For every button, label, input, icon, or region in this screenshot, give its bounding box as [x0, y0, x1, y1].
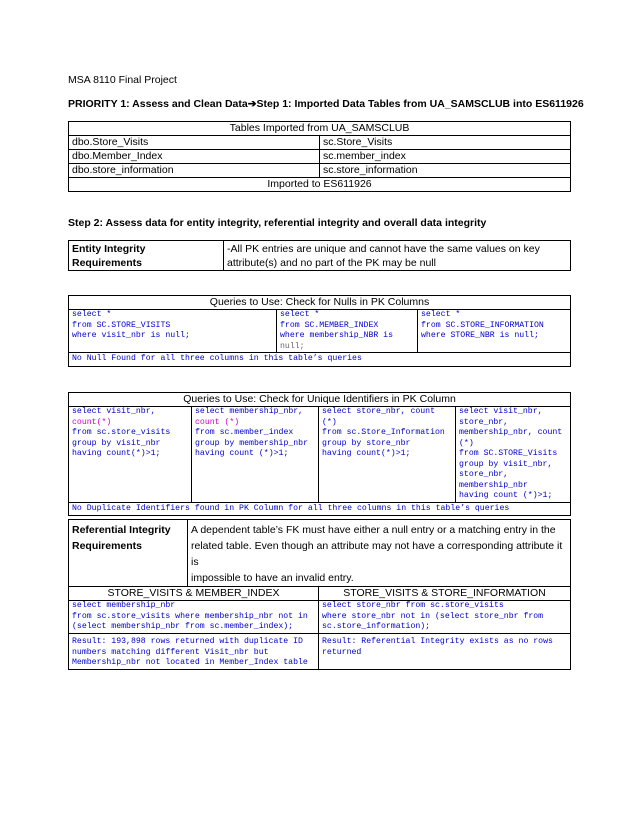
- null-queries-result: No Null Found for all three columns in this table’s queries: [69, 353, 571, 367]
- unique-query-composite: select visit_nbr, store_nbr, membership_nbr, count (*) from SC.STORE_Visits group by visit_nbr, store_nbr, membership_nbr having count (*)>1;: [456, 407, 571, 503]
- ref-right-title: STORE_VISITS & STORE_INFORMATION: [319, 587, 571, 601]
- null-query-store-visits: select * from SC.STORE_VISITS where visit_nbr is null;: [69, 310, 277, 353]
- table-row: [69, 150, 571, 164]
- entity-integrity-table: [68, 240, 571, 271]
- unique-queries-title: Queries to Use: Check for Unique Identifiers in PK Column: [69, 393, 571, 407]
- entity-label: Entity Integrity Requirements: [69, 241, 224, 271]
- referential-text: A dependent table’s FK must have either a null entry or a matching entry in the related table. Even though an attribute may not have a corresponding attribute it is impossible to have an invalid entry.: [188, 520, 571, 587]
- source-table: dbo.store_information: [69, 164, 320, 178]
- null-queries-table: [68, 295, 571, 367]
- ref-right-query: select store_nbr from sc.store_visits where store_nbr not in (select store_nbr from sc.store_information);: [319, 601, 571, 634]
- table-row: [69, 164, 571, 178]
- priority-label: PRIORITY 1: Assess and Clean Data: [68, 98, 248, 110]
- ref-left-title: STORE_VISITS & MEMBER_INDEX: [69, 587, 319, 601]
- source-table: dbo.Store_Visits: [69, 136, 320, 150]
- doc-title: MSA 8110 Final Project: [68, 74, 177, 86]
- ref-left-query: select membership_nbr from sc.store_visits where membership_nbr not in (select membership_nbr from sc.member_index);: [69, 601, 319, 634]
- entity-text: -All PK entries are unique and cannot have the same values on key attribute(s) and no part of the PK may be null: [224, 241, 571, 271]
- priority-heading: [68, 98, 584, 110]
- target-table: sc.member_index: [320, 150, 571, 164]
- null-query-member-index: select * from SC.MEMBER_INDEX where membership_NBR is null;: [277, 310, 418, 353]
- null-queries-title: Queries to Use: Check for Nulls in PK Columns: [69, 296, 571, 310]
- arrow-icon: ➔: [247, 98, 257, 110]
- tables-imported-header: Tables Imported from UA_SAMSCLUB: [69, 122, 571, 136]
- ref-left-result: Result: 193,898 rows returned with duplicate ID numbers matching different Visit_nbr but Membership_nbr not located in Member_Index table: [69, 634, 319, 670]
- unique-query-store-visits: select visit_nbr, count(*) from sc.store_visits group by visit_nbr having count(*)>1;: [69, 407, 192, 503]
- priority-step1: Step 1: Imported Data Tables from UA_SAMSCLUB into ES611926: [256, 98, 584, 110]
- table-row: [69, 136, 571, 150]
- target-table: sc.store_information: [320, 164, 571, 178]
- tables-imported-table: [68, 121, 571, 192]
- source-table: dbo.Member_Index: [69, 150, 320, 164]
- referential-integrity-table: [68, 519, 571, 587]
- referential-queries-table: [68, 586, 571, 670]
- unique-queries-table: [68, 392, 571, 516]
- step2-heading: Step 2: Assess data for entity integrity, referential integrity and overall data integrity: [68, 217, 487, 229]
- unique-queries-result: No Duplicate Identifiers found in PK Column for all three columns in this table’s queries: [69, 502, 571, 516]
- null-query-store-information: select * from SC.STORE_INFORMATION where STORE_NBR is null;: [418, 310, 571, 353]
- target-table: sc.Store_Visits: [320, 136, 571, 150]
- unique-query-store-information: select store_nbr, count (*) from sc.Store_Information group by store_nbr having count(*)>1;: [319, 407, 456, 503]
- ref-right-result: Result: Referential Integrity exists as no rows returned: [319, 634, 571, 670]
- tables-imported-footer: Imported to ES611926: [69, 178, 571, 192]
- unique-query-member-index: select membership_nbr, count (*) from sc.member_index group by membership_nbr having count (*)>1;: [192, 407, 319, 503]
- referential-label: Referential Integrity Requirements: [69, 520, 188, 587]
